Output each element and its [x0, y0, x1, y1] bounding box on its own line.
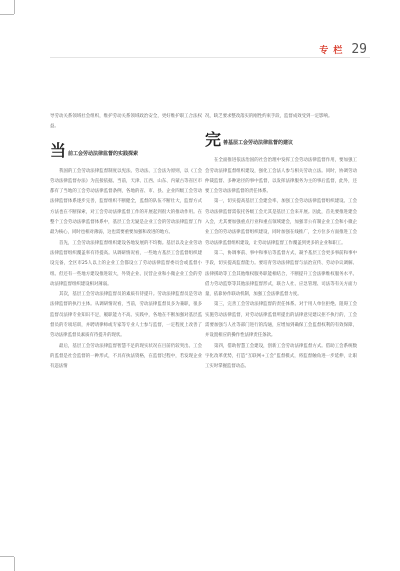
body-paragraph: 其次，基层工会劳动法律监督员的素质有待提升。劳动法律监督员是劳动法律监督的执行主体。从调研情况看，当前，劳动法律监督员多为兼职，很多监督员法律专业知识不足，履职能力不高。实践中，各地在不断加强对基层监督员的专项培训，并聘请律师或专家等专业人士参与监督，一定程度上改善了劳动法律监督员素质有待提升的现状。 — [50, 292, 202, 339]
page-header — [319, 42, 367, 57]
crop-mark — [0, 556, 14, 557]
section-heading — [50, 142, 202, 160]
crop-mark — [0, 14, 14, 15]
section-heading — [205, 134, 357, 148]
crop-mark — [14, 557, 15, 571]
section-title: 善基层工会劳动法律监督的建议 — [223, 140, 294, 147]
body-paragraph: 在全面推进依法治国的社会治理中发挥工会劳动法律监督作用，要加强工会劳动法律监督组织建设，强化工会法人参与相关劳动立法。同时，协调劳动仲裁监督、多种途径的事中监督，以发挥法律服务为主的事后监督，此外，还要工会劳动法律监督的责任体系。 — [205, 158, 357, 195]
heading-initial: 当 — [50, 142, 67, 160]
header-divider — [50, 57, 370, 58]
crop-mark — [14, 0, 15, 14]
body-paragraph: 我国的工会劳动法律监督制度以宪法、劳动法、工会法为原则，以《工会劳动法律监督办法》为直接依据。当前，天津、江西、山东、内蒙古等省区市都有了当地的工会劳动法律监督条例，各地的省、市、县、企业四级工会劳动法律监督体系逐步完善，监督组织不断健全，监督的队伍不断壮大，监督方式方法也在不断探索，对工会劳动法律监督工作的开展起到很大的推动作用。在整个工会劳动法律监督体系中，基层工会无疑是企业工会的劳动法律监督工作最为核心，同时也相对薄弱，这也需要重要加强和改进的地方。 — [50, 168, 202, 236]
left-column — [50, 112, 202, 373]
intro-paragraph: 导劳动关系领域社会组织，维护劳动关系领域政治安全，更好维护职工合法权益。 — [50, 114, 202, 130]
body-paragraph: 第三，完善工会劳动法律监督的责任体系。对于用人单位拒绝、阻碍工会实施劳动法律监督，对劳动法律监督所提出的法律意见建议拒不执行的，工会需要加强与人社等部门进行的沟通，应增加到确保工会监督权利的有效保障，并设置相应的操作性法律责任条款。 — [205, 302, 357, 339]
section-tag: 专 栏 — [319, 46, 344, 56]
right-column — [205, 112, 357, 373]
page-number: 29 — [351, 42, 367, 57]
body-paragraph: 第四，借助智慧工会建设，创新工会劳动法律监督方式。借助工会系统数字化改革优势，打造“互联网+工会”监督模式，将监督触角进一步延伸，让职工实时掌握监督动态。 — [205, 343, 357, 370]
body-paragraph: 首先，工会劳动法律监督组织建设各地发展的不均衡。基层以及企业劳动法律监督组织覆盖率有待提高。从调研情况看，一些地方基层工会监督组织建设完备，全区市25人以上的企业工会都设立了劳动法律监督委员会或监督小组。但还有一些地方建设推进较大，外资企业、民营企业和小微企业工会的劳动法律监督组织建设相对薄弱。 — [50, 240, 202, 287]
section-title: 前工会劳动法律监督的实践探索 — [68, 150, 139, 157]
heading-initial: 完 — [205, 132, 222, 150]
continuation-paragraph: 况，缺乏要求整改落实的刚性约束手段，监督成效受到一定影响。 — [205, 114, 333, 119]
body-paragraph: 第一，切实提高基层工会建会率，加强工会劳动法律监督组织建设。工会劳动法律监督需依托各级工会尤其是基层工会来开展。因此，首先要推进建会入会，尤其要加强重点行业和重点领域建会，加强非公有制企业工会和小微企业工会的劳动法律监督组织建设，同时加强在线推广，全方位多方面推进工会劳动法律监督组织建设，让劳动法律监督工作覆盖到更多的企业和职工。 — [205, 199, 357, 246]
body-paragraph: 最后，基层工会劳动法律监督智慧不足的现实状况在目前仍较突出。工会的监督是社会监督的一种形式，不具有执法资格，在监督过程中，若发现企业有违法情 — [50, 343, 202, 370]
body-paragraph: 第二，协调事前、事中和事后等监督方式，凝予基层工会更多事前和事中手段，切实提高监督能力。要培育劳动法律监督与法治宣传、劳动争议调解、法律援助等工会其他维权服务职能相结合，不断提升工会法律维权服务水平。借力劳动监察等其他法律监督形式，联合人社、应急管理、司法等有关方面力量，依靠协作联动机制，加强工会法律监督力度。 — [205, 250, 357, 298]
